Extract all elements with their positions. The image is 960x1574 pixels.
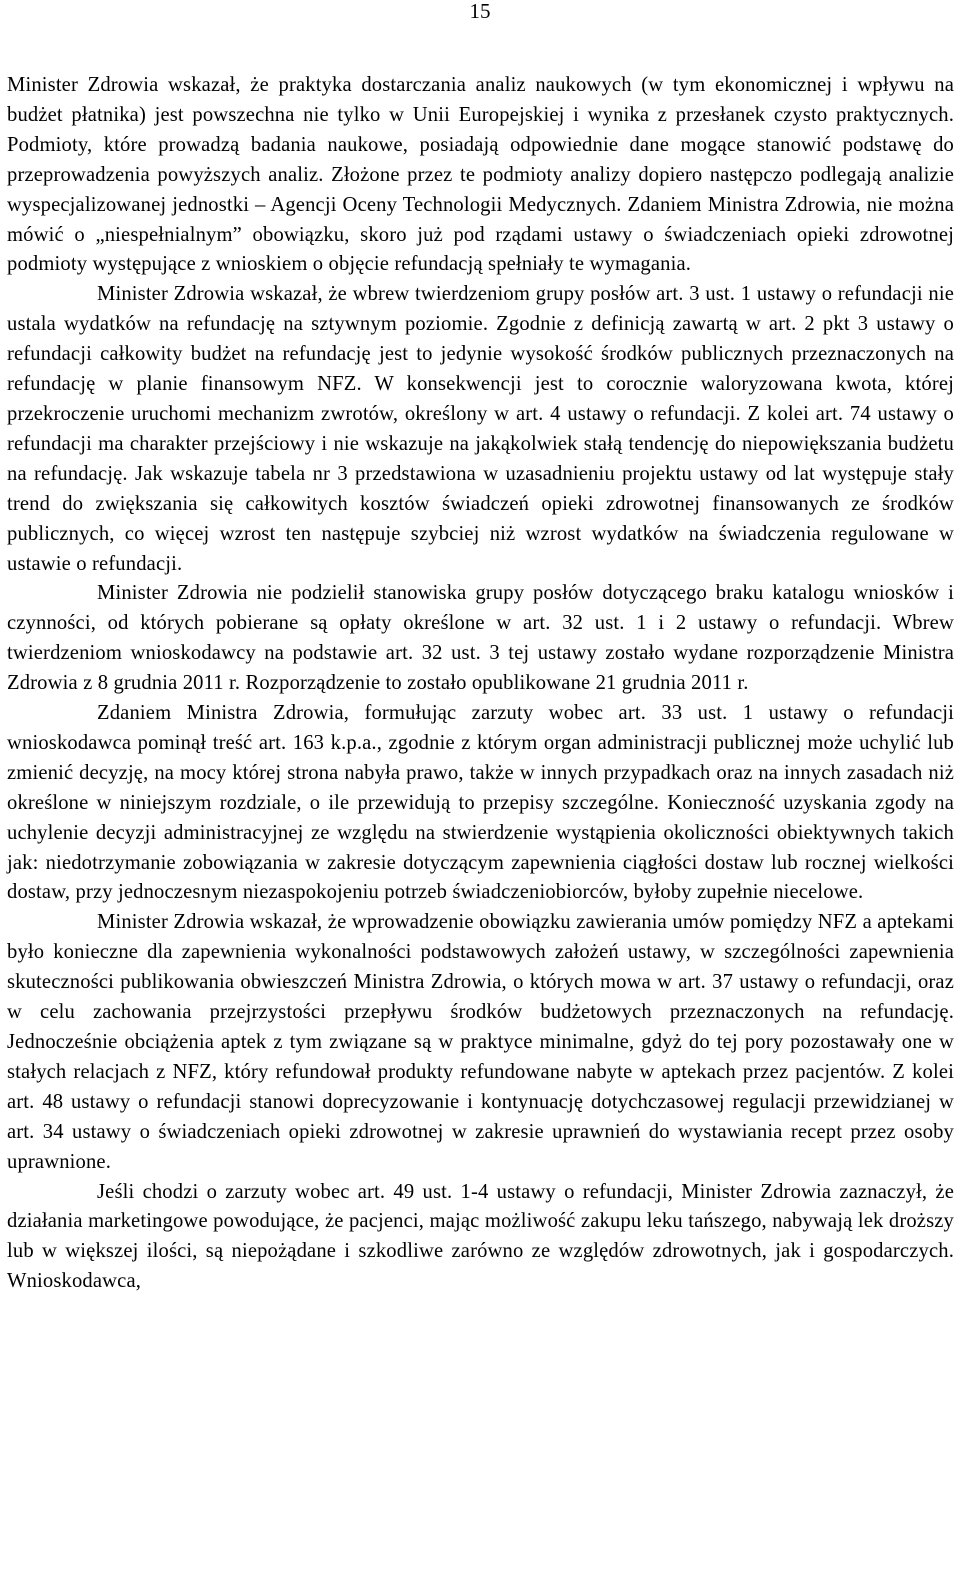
paragraph: Minister Zdrowia wskazał, że wbrew twierdzeniom grupy posłów art. 3 ust. 1 ustawy o refundacji nie ustala wydatków na refundację na sztywnym poziomie. Zgodnie z definicją zawartą w art. 2 pkt 3 ustawy o refundacji całkowity budżet na refundację jest to jedynie wysokość środków publicznych przeznaczonych na refundację w planie finansowym NFZ. W konsekwencji jest to corocznie waloryzowana kwota, której przekroczenie uruchomi mechanizm zwrotów, określony w art. 4 ustawy o refundacji. Z kolei art. 74 ustawy o refundacji ma charakter przejściowy i nie wskazuje na jakąkolwiek stałą tendencję do niepowiększania budżetu na refundację. Jak wskazuje tabela nr 3 przedstawiona w uzasadnieniu projektu ustawy od lat występuje stały trend do zwiększania się całkowitych kosztów świadczeń opieki zdrowotnej finansowanych ze środków publicznych, co więcej wzrost ten następuje szybciej niż wzrost wydatków na świadczenia regulowane w ustawie o refundacji. xyxy=(7,283,954,575)
paragraph: Minister Zdrowia wskazał, że praktyka dostarczania analiz naukowych (w tym ekonomicznej i wpływu na budżet płatnika) jest powszechna nie tylko w Unii Europejskiej i wynika z przesłanek czysto praktycznych. Podmioty, które prowadzą badania naukowe, posiadają odpowiednie dane mogące stanowić podstawę do przeprowadzenia powyższych analiz. Złożone przez te podmioty analizy dopiero następczo podlegają analizie wyspecjalizowanej jednostki – Agencji Oceny Technologii Medycznych. Zdaniem Ministra Zdrowia, nie można mówić o „niespełnialnym” obowiązku, skoro już pod rządami ustawy o świadczeniach opieki zdrowotnej podmioty występujące z wnioskiem o objęcie refundacją spełniały te wymagania. xyxy=(7,74,954,276)
paragraph: Minister Zdrowia wskazał, że wprowadzenie obowiązku zawierania umów pomiędzy NFZ a aptekami było konieczne dla zapewnienia wykonalności podstawowych założeń ustawy, w szczególności zapewnienia skuteczności publikowania obwieszczeń Ministra Zdrowia, o których mowa w art. 37 ustawy o refundacji, oraz w celu zachowania przejrzystości przepływu środków budżetowych przeznaczonych na refundację. Jednocześnie obciążenia aptek z tym związane są w praktyce minimalne, gdyż do tej pory pozostawały one w stałych relacjach z NFZ, który refundował produkty refundowane nabyte w aptekach przez pacjentów. Z kolei art. 48 ustawy o refundacji stanowi doprecyzowanie i kontynuację dotychczasowej regulacji przewidzianej w art. 34 ustawy o świadczeniach opieki zdrowotnej w zakresie uprawnień do wystawiania recept przez osoby uprawnione. xyxy=(7,911,954,1173)
page-number: 15 xyxy=(469,0,491,23)
document-body xyxy=(7,71,954,1297)
paragraph: Jeśli chodzi o zarzuty wobec art. 49 ust. 1-4 ustawy o refundacji, Minister Zdrowia zaznaczył, że działania marketingowe powodujące, że pacjenci, mając możliwość zakupu leku tańszego, nabywają lek droższy lub w większej ilości, są niepożądane i szkodliwe zarówno ze względów zdrowotnych, jak i gospodarczych. Wnioskodawca, xyxy=(7,1180,954,1293)
paragraph: Minister Zdrowia nie podzielił stanowiska grupy posłów dotyczącego braku katalogu wniosków i czynności, od których pobierane są opłaty określone w art. 32 ust. 1 i 2 ustawy o refundacji. Wbrew twierdzeniom wnioskodawcy na podstawie art. 32 ust. 3 tej ustawy zostało wydane rozporządzenie Ministra Zdrowia z 8 grudnia 2011 r. Rozporządzenie to zostało opublikowane 21 grudnia 2011 r. xyxy=(7,582,954,695)
paragraph: Zdaniem Ministra Zdrowia, formułując zarzuty wobec art. 33 ust. 1 ustawy o refundacji wnioskodawca pominął treść art. 163 k.p.a., zgodnie z którym organ administracji publicznej może uchylić lub zmienić decyzję, na mocy której strona nabyła prawo, także w innych przypadkach oraz na innych zasadach niż określone w niniejszym rozdziale, o ile przewidują to przepisy szczególne. Konieczność uzyskania zgody na uchylenie decyzji administracyjnej ze względu na stwierdzenie wystąpienia okoliczności obiektywnych takich jak: niedotrzymanie zobowiązania w zakresie dotyczącym zapewnienia ciągłości dostaw lub rocznej wielkości dostaw, przy jednoczesnym niezaspokojeniu potrzeb świadczeniobiorców, byłoby zupełnie niecelowe. xyxy=(7,702,954,904)
